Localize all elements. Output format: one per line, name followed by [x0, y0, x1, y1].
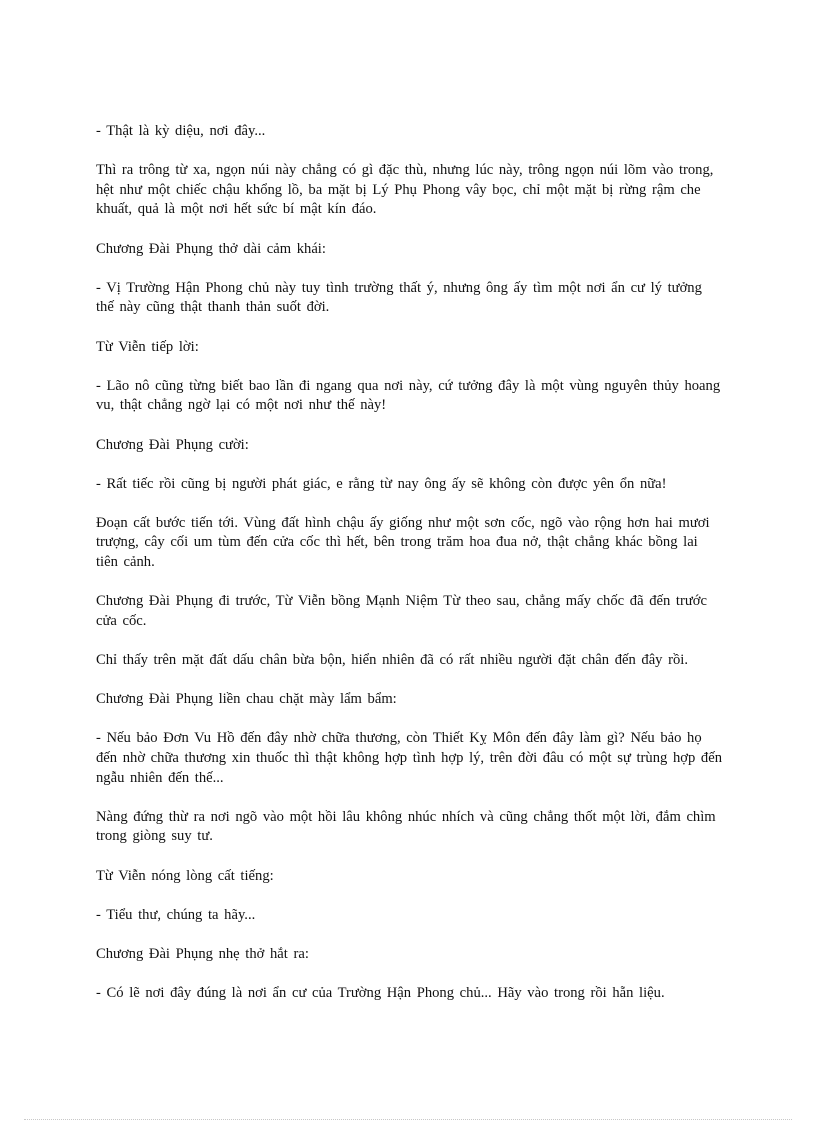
paragraph: - Rất tiếc rồi cũng bị người phát giác, e rằng từ nay ông ấy sẽ không còn được yên ổn nữa!	[96, 475, 667, 492]
paragraph: - Tiểu thư, chúng ta hãy...	[96, 906, 256, 923]
paragraph: Chỉ thấy trên mặt đất dấu chân bừa bộn, hiển nhiên đã có rất nhiều người đặt chân đến đây rồi.	[96, 652, 688, 669]
paragraph: Đoạn cất bước tiến tới. Vùng đất hình chậu ấy giống như một sơn cốc, ngõ vào rộng hơn hai mươi trượng, cây cối um tùm đến cửa cốc thì hết, bên trong trăm hoa đua nở, thật chẳng khác bồng lai tiên cảnh.	[96, 514, 710, 571]
paragraph: Chương Đài Phụng đi trước, Từ Viễn bồng Mạnh Niệm Từ theo sau, chẳng mấy chốc đã đến trước cửa cốc.	[96, 593, 707, 629]
paragraph: Từ Viễn tiếp lời:	[96, 338, 199, 355]
page-bottom-divider	[24, 1119, 792, 1120]
paragraph: Nàng đứng thừ ra nơi ngõ vào một hồi lâu không nhúc nhích và cũng chẳng thốt một lời, đắm chìm trong giòng suy tư.	[96, 808, 716, 845]
paragraph: Thì ra trông từ xa, ngọn núi này chẳng có gì đặc thù, nhưng lúc này, trông ngọn núi lõm vào trong, hệt như một chiếc chậu khổng lồ, ba mặt bị Lý Phụ Phong vây bọc, chỉ một mặt bị rừng rậm che khuất, quả là một nơi hết sức bí mật kín đáo.	[96, 162, 714, 218]
paragraph: Chương Đài Phụng liền chau chặt mày lẩm bẩm:	[96, 691, 397, 708]
paragraph: Chương Đài Phụng thở dài cảm khái:	[96, 240, 326, 257]
paragraph: - Nếu bảo Đơn Vu Hồ đến đây nhờ chữa thương, còn Thiết Kỵ Môn đến đây làm gì? Nếu bảo họ đến nhờ chữa thương xin thuốc thì thật không hợp tình hợp lý, trên đời đâu có một sự trùng hợp đến ngẫu nhiên đến thế...	[96, 730, 722, 786]
paragraph: Chương Đài Phụng nhẹ thở hắt ra:	[96, 945, 309, 962]
paragraph: - Có lẽ nơi đây đúng là nơi ẩn cư của Trường Hận Phong chủ... Hãy vào trong rồi hẵn liệu.	[96, 985, 665, 1002]
document-body	[96, 122, 722, 1023]
paragraph: Chương Đài Phụng cười:	[96, 436, 249, 453]
paragraph: - Lão nô cũng từng biết bao lần đi ngang qua nơi này, cứ tưởng đây là một vùng nguyên thủy hoang vu, thật chẳng ngờ lại có một nơi như thế này!	[96, 377, 721, 414]
paragraph: - Vị Trường Hận Phong chủ này tuy tình trường thất ý, nhưng ông ấy tìm một nơi ẩn cư lý tưởng thế này cũng thật thanh thản suốt đời.	[96, 279, 702, 316]
paragraph: Từ Viễn nóng lòng cất tiếng:	[96, 867, 274, 884]
paragraph: - Thật là kỳ diệu, nơi đây...	[96, 123, 266, 139]
